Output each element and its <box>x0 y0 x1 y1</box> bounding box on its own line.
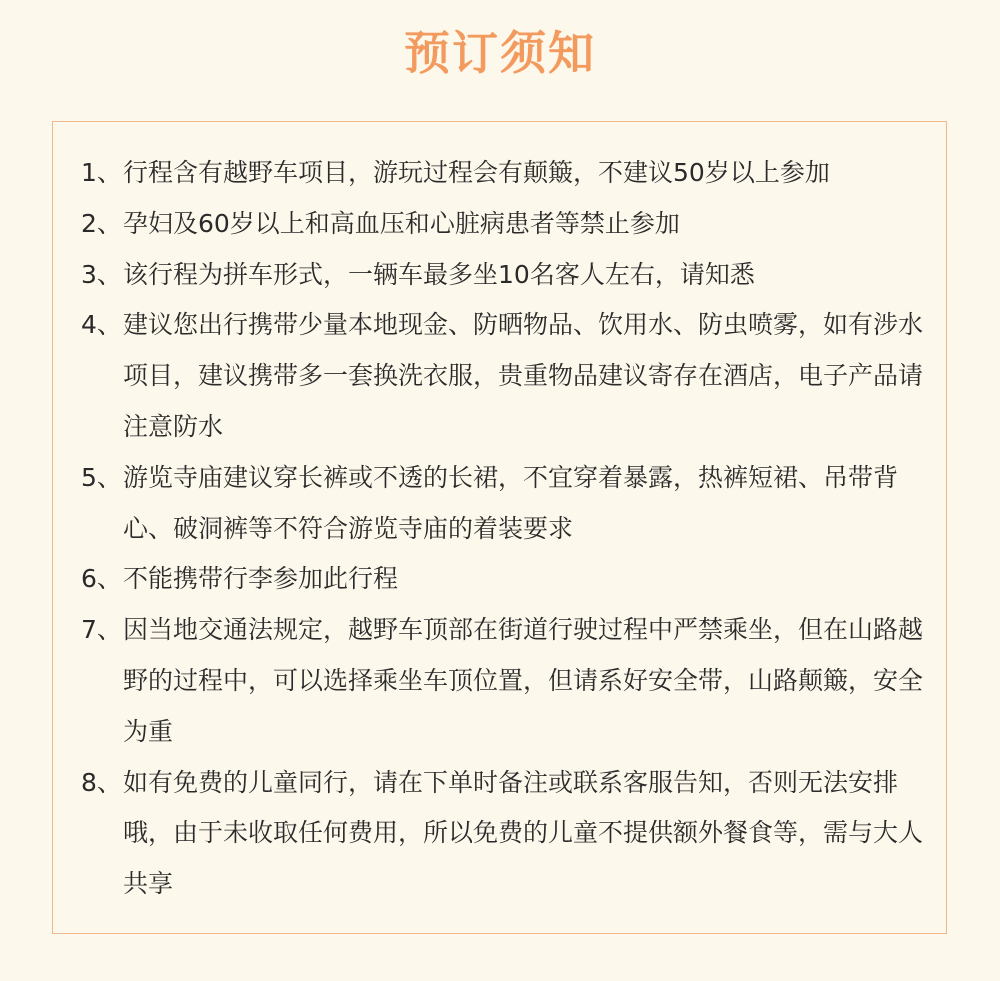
notice-item-4 <box>81 300 923 452</box>
notice-item-6 <box>81 554 923 605</box>
notice-item-text: 建议您出行携带少量本地现金、防晒物品、饮用水、防虫喷雾，如有涉水项目，建议携带多一套换洗衣服，贵重物品建议寄存在酒店，电子产品请注意防水 <box>123 310 924 441</box>
notice-item-number: 6、 <box>81 564 122 594</box>
notice-item-8 <box>81 758 923 910</box>
notice-item-1 <box>81 148 923 199</box>
notice-list <box>81 148 923 910</box>
notice-item-number: 5、 <box>81 462 122 492</box>
notice-box <box>52 121 947 934</box>
notice-item-number: 8、 <box>81 767 122 797</box>
notice-item-number: 3、 <box>81 259 122 289</box>
notice-item-text: 该行程为拼车形式，一辆车最多坐10名客人左右，请知悉 <box>123 259 755 289</box>
notice-item-2 <box>81 199 923 250</box>
notice-item-text: 如有免费的儿童同行，请在下单时备注或联系客服告知，否则无法安排哦，由于未收取任何费用，所以免费的儿童不提供额外餐食等，需与大人共享 <box>123 767 924 899</box>
page-title: 预订须知 <box>404 26 596 80</box>
notice-item-text: 孕妇及60岁以上和高血压和心脏病患者等禁止参加 <box>123 208 680 238</box>
notice-item-number: 7、 <box>81 615 122 645</box>
notice-item-number: 1、 <box>81 158 122 187</box>
notice-item-5 <box>81 453 923 555</box>
notice-item-3 <box>81 250 923 301</box>
notice-item-7 <box>81 605 923 757</box>
notice-item-number: 4、 <box>81 310 122 340</box>
notice-item-text: 不能携带行李参加此行程 <box>123 564 399 594</box>
notice-item-text: 因当地交通法规定，越野车顶部在街道行驶过程中严禁乘坐，但在山路越野的过程中，可以选择乘坐车顶位置，但请系好安全带，山路颠簸，安全为重 <box>123 615 924 746</box>
notice-item-text: 行程含有越野车项目，游玩过程会有颠簸，不建议50岁以上参加 <box>123 158 830 187</box>
notice-item-number: 2、 <box>81 208 122 238</box>
notice-item-text: 游览寺庙建议穿长裤或不透的长裙，不宜穿着暴露，热裤短裙、吊带背心、破洞裤等不符合游览寺庙的着装要求 <box>123 462 899 543</box>
